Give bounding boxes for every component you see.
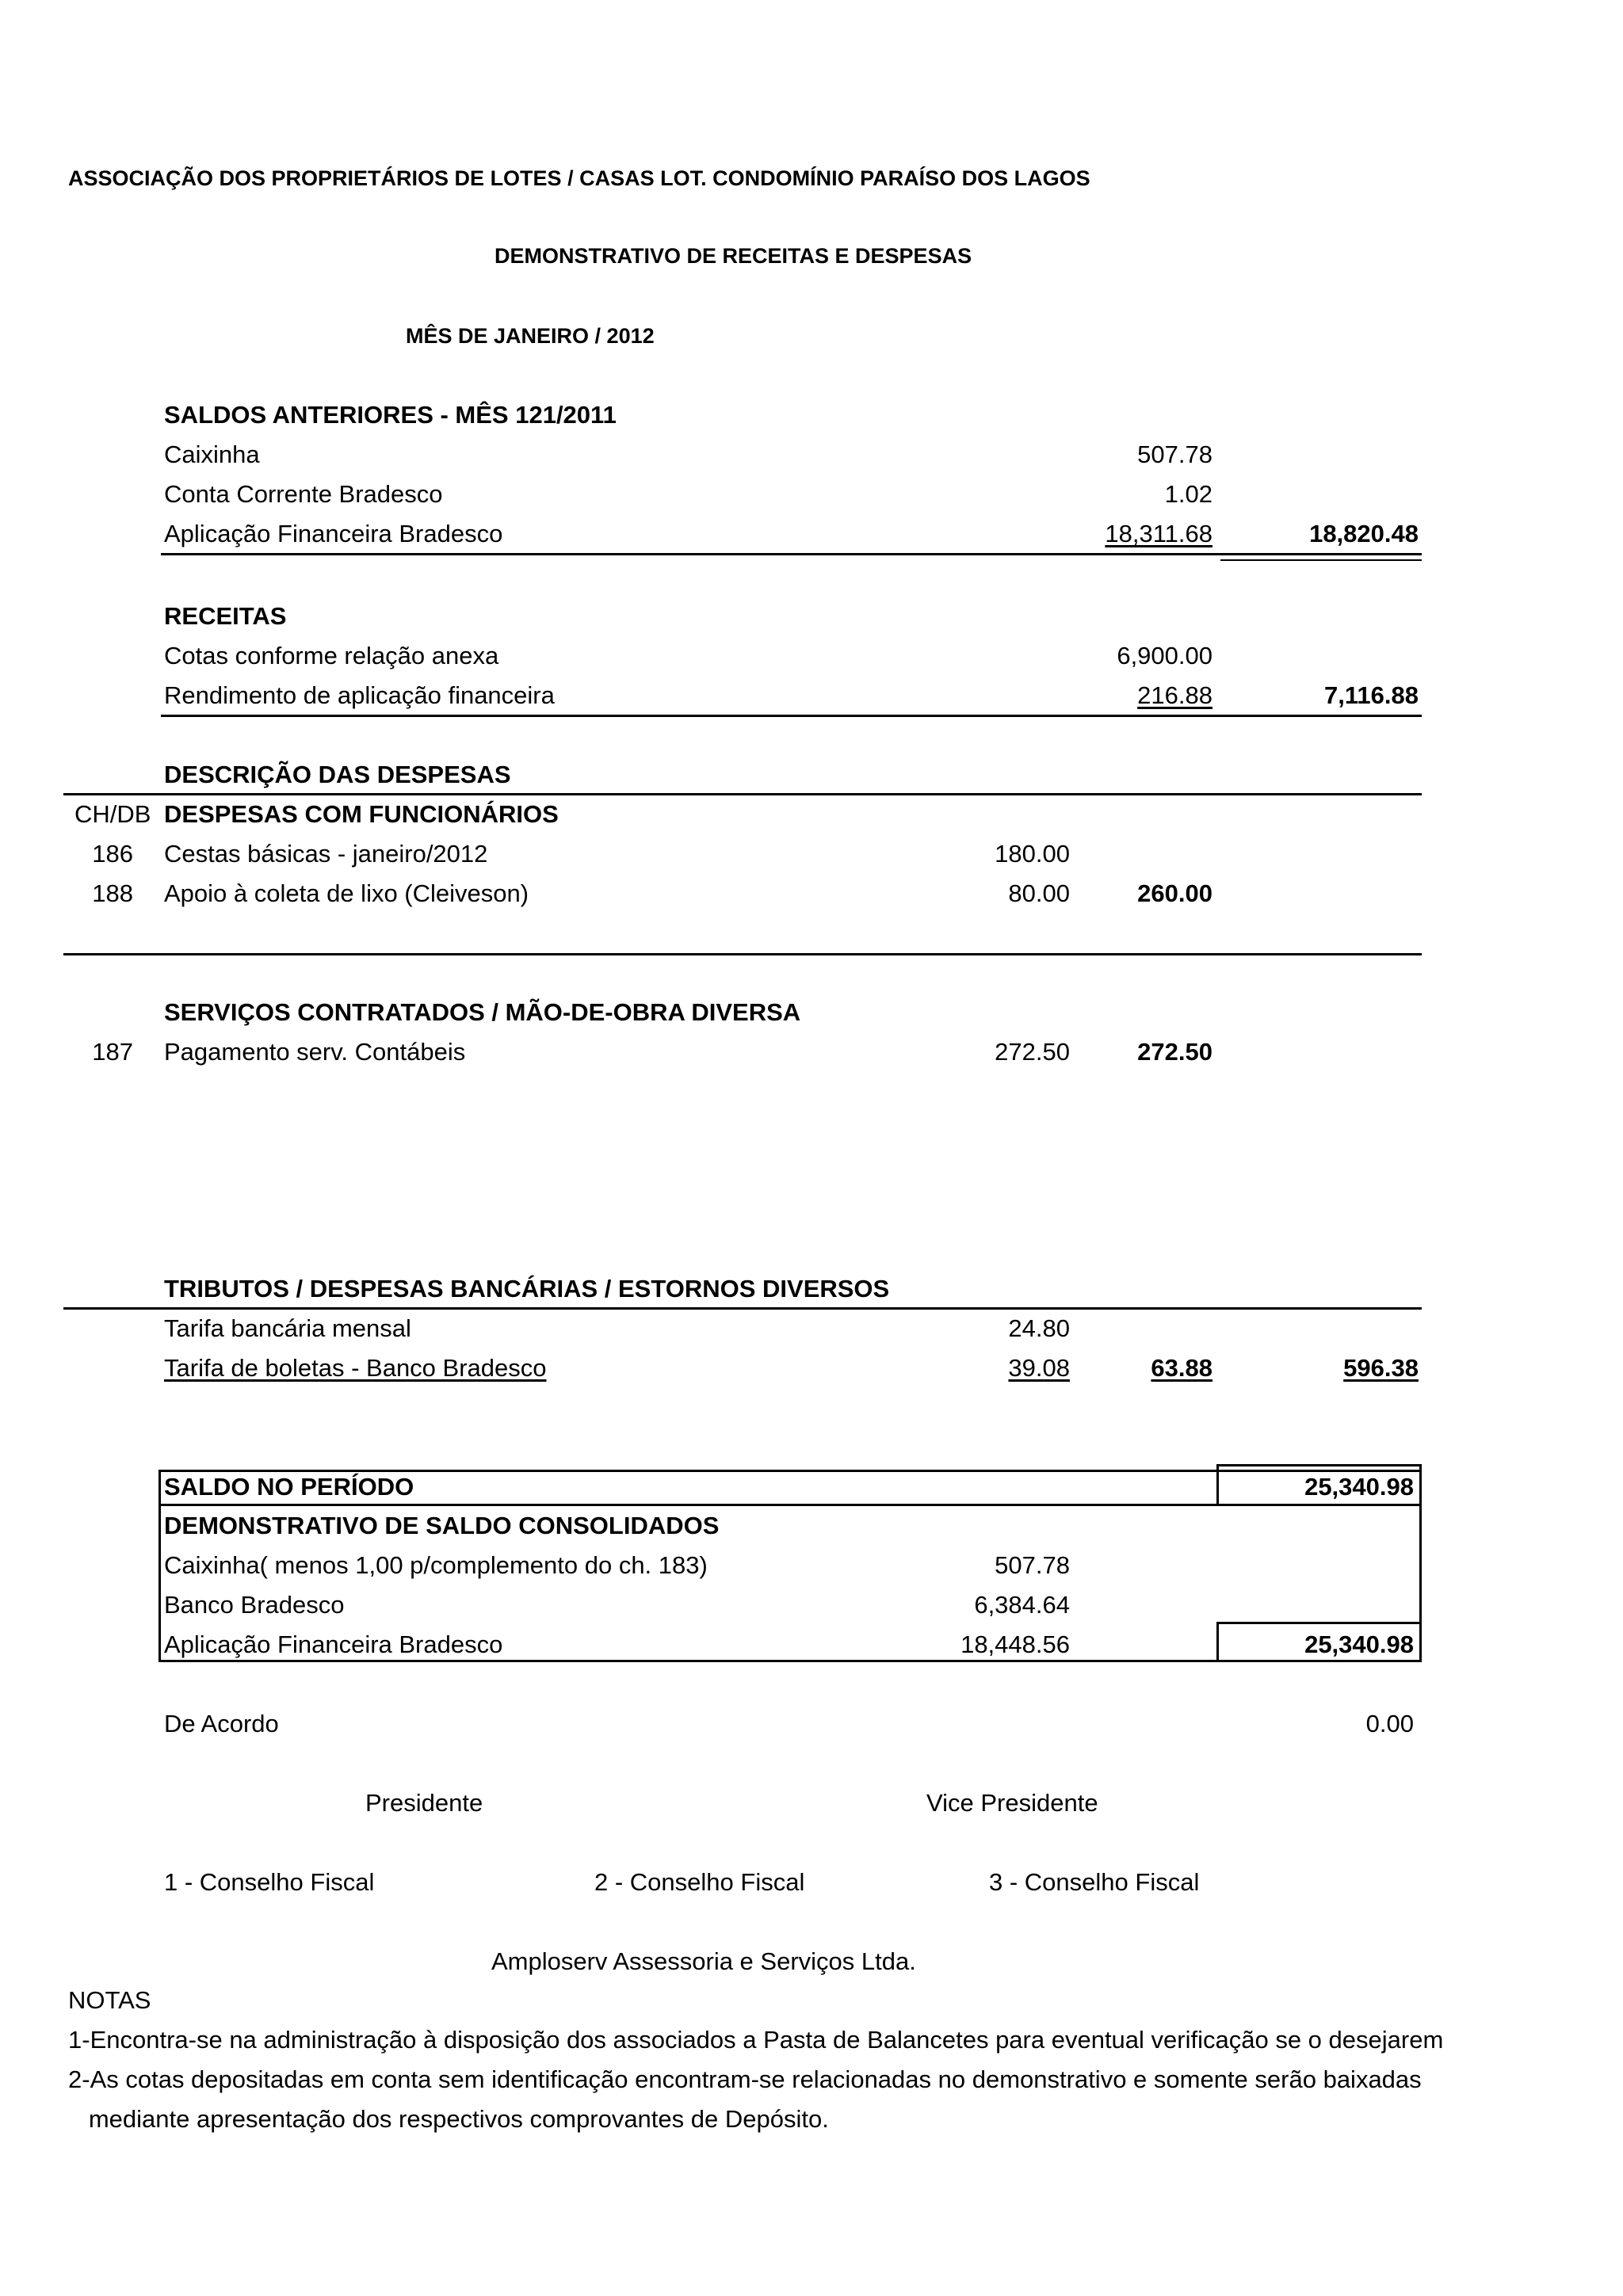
consolidado-row-value: 18,448.56 bbox=[960, 1630, 1070, 1658]
funcionarios-row-value: 80.00 bbox=[1008, 879, 1070, 907]
saldo-caixinha-value: 507.78 bbox=[1137, 441, 1212, 468]
receita-cotas-label: Cotas conforme relação anexa bbox=[164, 642, 499, 669]
consolidado-row-value: 6,384.64 bbox=[974, 1591, 1070, 1619]
saldos-double-underline bbox=[1220, 559, 1422, 561]
despesas-heading: DESCRIÇÃO DAS DESPESAS bbox=[164, 761, 511, 788]
conselho-fiscal-3-label: 3 - Conselho Fiscal bbox=[989, 1868, 1200, 1896]
association-name: ASSOCIAÇÃO DOS PROPRIETÁRIOS DE LOTES / CASAS LOT. CONDOMÍNIO PARAÍSO DOS LAGOS bbox=[68, 166, 1090, 190]
funcionarios-row-ch: 186 bbox=[92, 840, 133, 868]
receitas-divider bbox=[161, 715, 1422, 717]
servicos-row-value: 272.50 bbox=[995, 1038, 1070, 1066]
note-1: 1-Encontra-se na administração à disposição dos associados a Pasta de Balancetes para eventual verificação se o desejarem bbox=[68, 2026, 1444, 2054]
despesas-heading-divider bbox=[63, 793, 1422, 795]
document-title: DEMONSTRATIVO DE RECEITAS E DESPESAS bbox=[495, 244, 972, 268]
servicos-row-ch: 187 bbox=[92, 1038, 133, 1066]
funcionarios-row-label: Cestas básicas - janeiro/2012 bbox=[164, 840, 488, 868]
conselho-fiscal-1-label: 1 - Conselho Fiscal bbox=[164, 1868, 375, 1896]
consolidado-row-value: 507.78 bbox=[995, 1551, 1070, 1579]
saldos-anteriores-heading: SALDOS ANTERIORES - MÊS 121/2011 bbox=[164, 401, 617, 429]
period-title: MÊS DE JANEIRO / 2012 bbox=[406, 324, 655, 348]
servicos-subtotal: 272.50 bbox=[1137, 1038, 1212, 1066]
consolidado-heading: DEMONSTRATIVO DE SALDO CONSOLIDADOS bbox=[164, 1512, 720, 1539]
funcionarios-divider bbox=[63, 953, 1422, 955]
funcionarios-row-ch: 188 bbox=[92, 879, 133, 907]
consolidado-row-label: Caixinha( menos 1,00 p/complemento do ch. 183) bbox=[164, 1551, 708, 1579]
funcionarios-row-value: 180.00 bbox=[995, 840, 1070, 868]
servicos-heading: SERVIÇOS CONTRATADOS / MÃO-DE-OBRA DIVERSA bbox=[164, 998, 801, 1026]
tributos-row-value: 39.08 bbox=[1008, 1354, 1070, 1382]
note-2: 2-As cotas depositadas em conta sem identificação encontram-se relacionadas no demonstrativo e somente serão baixadas bbox=[68, 2065, 1422, 2093]
tributos-row-label: Tarifa bancária mensal bbox=[164, 1314, 411, 1342]
saldo-aplicacao-label: Aplicação Financeira Bradesco bbox=[164, 520, 503, 547]
receitas-total: 7,116.88 bbox=[1324, 681, 1419, 709]
de-acordo-value: 0.00 bbox=[1365, 1710, 1414, 1737]
saldos-anteriores-total: 18,820.48 bbox=[1309, 520, 1419, 547]
company-name: Amploserv Assessoria e Serviços Ltda. bbox=[491, 1947, 916, 1975]
receita-rendimento-label: Rendimento de aplicação financeira bbox=[164, 681, 555, 709]
presidente-signature-label: Presidente bbox=[365, 1789, 483, 1817]
consolidado-row-label: Banco Bradesco bbox=[164, 1591, 345, 1619]
saldo-periodo-value: 25,340.98 bbox=[1304, 1473, 1414, 1501]
receitas-heading: RECEITAS bbox=[164, 602, 287, 630]
saldo-aplicacao-value: 18,311.68 bbox=[1105, 520, 1212, 547]
notes-heading: NOTAS bbox=[68, 1986, 151, 2014]
saldos-divider bbox=[161, 553, 1422, 555]
vice-presidente-signature-label: Vice Presidente bbox=[926, 1789, 1098, 1817]
note-2-continuation: mediante apresentação dos respectivos comprovantes de Depósito. bbox=[68, 2105, 829, 2133]
conselho-fiscal-2-label: 2 - Conselho Fiscal bbox=[594, 1868, 805, 1896]
saldo-conta-corrente-label: Conta Corrente Bradesco bbox=[164, 480, 443, 508]
receita-cotas-value: 6,900.00 bbox=[1117, 642, 1212, 669]
servicos-row-label: Pagamento serv. Contábeis bbox=[164, 1038, 466, 1066]
tributos-row-label: Tarifa de boletas - Banco Bradesco bbox=[164, 1354, 547, 1382]
consolidado-total: 25,340.98 bbox=[1304, 1630, 1414, 1658]
consolidado-row-label: Aplicação Financeira Bradesco bbox=[164, 1630, 503, 1658]
receita-rendimento-value: 216.88 bbox=[1137, 681, 1212, 709]
despesas-total: 596.38 bbox=[1343, 1354, 1419, 1382]
tributos-row-value: 24.80 bbox=[1008, 1314, 1070, 1342]
saldo-conta-corrente-value: 1.02 bbox=[1164, 480, 1212, 508]
consolidado-left-border bbox=[158, 1470, 161, 1662]
notes-section bbox=[68, 1981, 1443, 2139]
tributos-divider bbox=[63, 1307, 1422, 1310]
ch-db-column-label: CH/DB bbox=[74, 800, 151, 828]
tributos-subtotal: 63.88 bbox=[1151, 1354, 1212, 1382]
funcionarios-subtotal: 260.00 bbox=[1137, 879, 1212, 907]
saldo-caixinha-label: Caixinha bbox=[164, 441, 260, 468]
tributos-heading: TRIBUTOS / DESPESAS BANCÁRIAS / ESTORNOS DIVERSOS bbox=[164, 1275, 890, 1302]
de-acordo-label: De Acordo bbox=[164, 1710, 279, 1737]
funcionarios-row-label: Apoio à coleta de lixo (Cleiveson) bbox=[164, 879, 529, 907]
funcionarios-heading: DESPESAS COM FUNCIONÁRIOS bbox=[164, 800, 559, 828]
saldo-periodo-label: SALDO NO PERÍODO bbox=[164, 1473, 414, 1501]
